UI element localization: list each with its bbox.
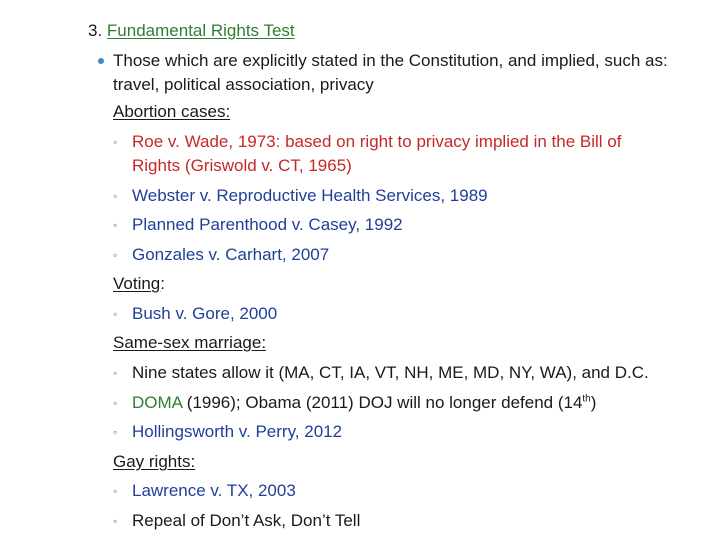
roe-line2: Rights (Griswold v. CT, 1965) bbox=[132, 156, 352, 175]
dadt-item: Repeal of Don’t Ask, Don’t Tell bbox=[132, 511, 361, 530]
hollingsworth-item: Hollingsworth v. Perry, 2012 bbox=[132, 422, 343, 441]
doma-text: (1996); Obama (2011) DOJ will no longer defend (14 bbox=[182, 393, 583, 412]
casey-item: Planned Parenthood v. Casey, 1992 bbox=[132, 215, 403, 234]
webster-item: Webster v. Reproductive Health Services, 1989 bbox=[132, 186, 488, 205]
bullet-dot-icon bbox=[98, 58, 104, 64]
sub-bullet-icon: ◦ bbox=[113, 396, 118, 410]
voting-label-text: Voting bbox=[113, 274, 161, 293]
voting-label bbox=[113, 273, 165, 295]
heading-title: Fundamental Rights Test bbox=[106, 21, 295, 40]
gonzales-item: Gonzales v. Carhart, 2007 bbox=[132, 245, 330, 264]
same-sex-label: Same-sex marriage: bbox=[113, 333, 267, 352]
heading-number: 3. bbox=[88, 21, 103, 40]
gay-rights-label: Gay rights: bbox=[113, 452, 196, 471]
bush-item: Bush v. Gore, 2000 bbox=[132, 304, 278, 323]
sub-bullet-icon: ◦ bbox=[113, 218, 118, 232]
sub-bullet-icon: ◦ bbox=[113, 307, 118, 321]
doma-term: DOMA bbox=[132, 393, 183, 412]
abortion-label: Abortion cases: bbox=[113, 102, 231, 121]
roe-line1: Roe v. Wade, 1973: based on right to privacy implied in the Bill of bbox=[132, 132, 622, 151]
doma-sup: th bbox=[582, 393, 591, 405]
sub-bullet-icon: ◦ bbox=[113, 248, 118, 262]
lawrence-item: Lawrence v. TX, 2003 bbox=[132, 481, 296, 500]
sub-bullet-icon: ◦ bbox=[113, 514, 118, 528]
sub-bullet-icon: ◦ bbox=[113, 484, 118, 498]
doma-item bbox=[132, 392, 596, 414]
sub-bullet-icon: ◦ bbox=[113, 366, 118, 380]
section-heading bbox=[88, 20, 295, 42]
voting-label-colon: : bbox=[160, 274, 165, 293]
sub-bullet-icon: ◦ bbox=[113, 135, 118, 149]
sub-bullet-icon: ◦ bbox=[113, 189, 118, 203]
doma-end: ) bbox=[590, 393, 597, 412]
sub-bullet-icon: ◦ bbox=[113, 425, 118, 439]
bullet-text-line2: travel, political association, privacy bbox=[113, 75, 374, 94]
bullet-text-line1: Those which are explicitly stated in the Constitution, and implied, such as: bbox=[113, 51, 668, 70]
nine-states-item: Nine states allow it (MA, CT, IA, VT, NH, ME, MD, NY, WA), and D.C. bbox=[132, 363, 649, 382]
